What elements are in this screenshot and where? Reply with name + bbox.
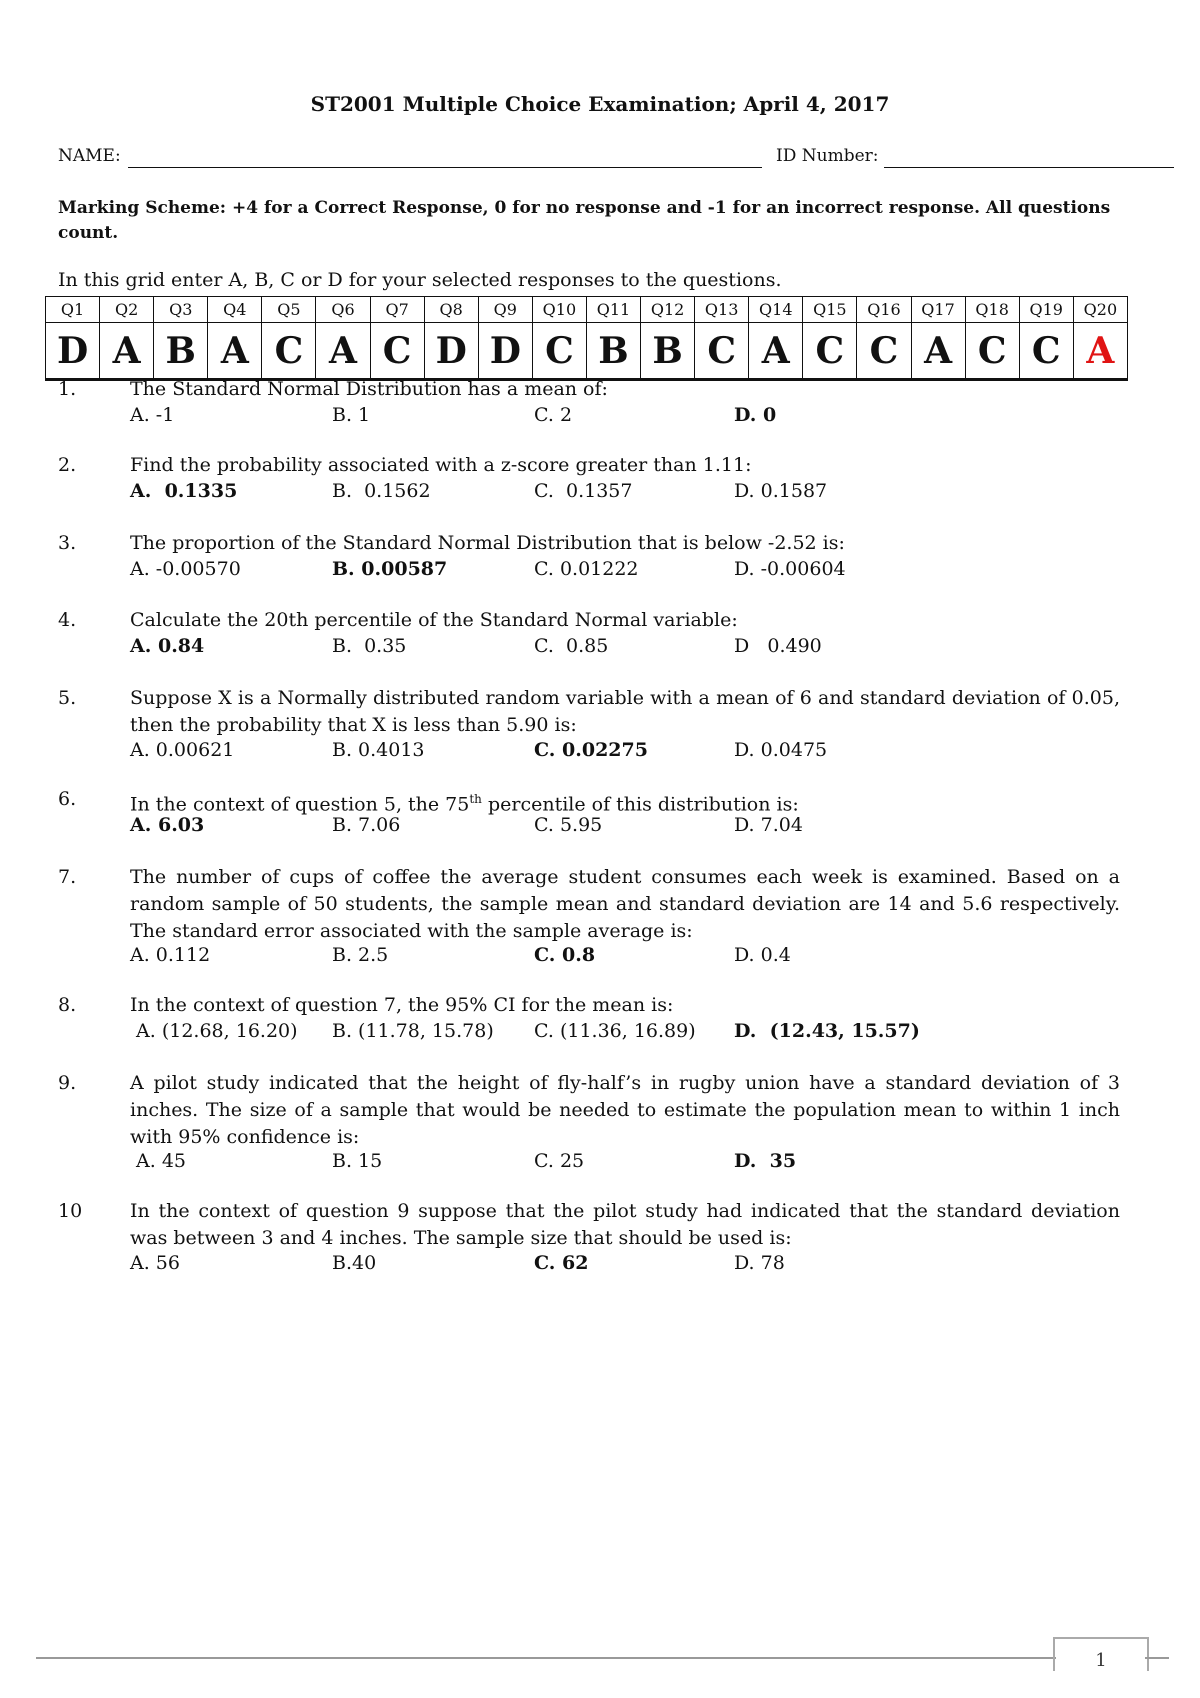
- grid-answer-cell[interactable]: C: [803, 323, 857, 380]
- grid-answer-cell[interactable]: A: [208, 323, 262, 380]
- grid-header-cell: Q16: [857, 297, 911, 323]
- grid-instructions: In this grid enter A, B, C or D for your selected responses to the questions.: [58, 269, 782, 291]
- correct-option[interactable]: A. 6.03: [130, 814, 205, 836]
- option-row: [130, 402, 1120, 429]
- grid-header-cell: Q17: [911, 297, 965, 323]
- grid-answer-cell[interactable]: D: [424, 323, 478, 380]
- correct-option[interactable]: C. 62: [534, 1252, 589, 1274]
- correct-option[interactable]: D. 0: [734, 404, 777, 426]
- question-number: 6.: [58, 788, 77, 810]
- answer-option[interactable]: A. 0.112: [130, 944, 211, 966]
- grid-header-cell: Q6: [316, 297, 370, 323]
- grid-header-cell: Q12: [641, 297, 695, 323]
- answer-option[interactable]: B.40: [332, 1252, 377, 1274]
- grid-answer-cell[interactable]: C: [1019, 323, 1073, 380]
- grid-header-cell: Q3: [154, 297, 208, 323]
- correct-option[interactable]: C. 0.02275: [534, 739, 648, 761]
- grid-header-cell: Q19: [1019, 297, 1073, 323]
- option-row: [130, 812, 1120, 839]
- answer-option[interactable]: C. 0.1357: [534, 480, 633, 502]
- grid-answer-cell[interactable]: C: [370, 323, 424, 380]
- page-number: 1: [1053, 1637, 1149, 1671]
- question-stem: Suppose X is a Normally distributed random variable with a mean of 6 and standard deviation of 0.05, then the probability that X is less than 5.90 is:: [130, 687, 1120, 736]
- grid-answer-cell[interactable]: A: [749, 323, 803, 380]
- grid-header-cell: Q2: [100, 297, 154, 323]
- grid-header-cell: Q18: [965, 297, 1019, 323]
- grid-header-cell: Q8: [424, 297, 478, 323]
- correct-option[interactable]: C. 0.8: [534, 944, 596, 966]
- answer-option[interactable]: B. 1: [332, 404, 371, 426]
- grid-header-cell: Q20: [1073, 297, 1127, 323]
- marking-scheme: Marking Scheme: +4 for a Correct Response, 0 for no response and -1 for an incorrect response. All questions count.: [58, 198, 1111, 243]
- name-row: [58, 146, 1118, 170]
- question-number: 5.: [58, 687, 77, 709]
- grid-answer-cell[interactable]: C: [857, 323, 911, 380]
- grid-header-cell: Q1: [46, 297, 100, 323]
- correct-option[interactable]: D. (12.43, 15.57): [734, 1020, 920, 1042]
- grid-answer-cell[interactable]: C: [695, 323, 749, 380]
- option-row: [130, 633, 1120, 660]
- question-stem: In the context of question 7, the 95% CI for the mean is:: [130, 994, 674, 1016]
- question-stem-text: In the context of question 5, the 75: [130, 793, 470, 816]
- page-title: ST2001 Multiple Choice Examination; April 4, 2017: [310, 92, 890, 116]
- id-number-field[interactable]: [884, 167, 1174, 168]
- grid-answer-cell[interactable]: A: [1073, 323, 1127, 380]
- grid-answer-cell[interactable]: D: [478, 323, 532, 380]
- grid-header-cell: Q7: [370, 297, 424, 323]
- grid-answer-cell[interactable]: B: [154, 323, 208, 380]
- answer-grid-header-row: [46, 297, 1128, 323]
- question-stem: Calculate the 20th percentile of the Standard Normal variable:: [130, 609, 738, 631]
- grid-header-cell: Q9: [478, 297, 532, 323]
- question-stem: The proportion of the Standard Normal Distribution that is below -2.52 is:: [130, 532, 845, 554]
- answer-option[interactable]: B. 7.06: [332, 814, 401, 836]
- answer-option[interactable]: B. 0.4013: [332, 739, 425, 761]
- answer-option[interactable]: D. 0.0475: [734, 739, 828, 761]
- question-number: 10: [58, 1200, 83, 1222]
- answer-option[interactable]: D. 78: [734, 1252, 785, 1274]
- option-row: [130, 1018, 1120, 1045]
- grid-header-cell: Q15: [803, 297, 857, 323]
- answer-grid: [45, 296, 1128, 381]
- answer-option[interactable]: D. -0.00604: [734, 558, 846, 580]
- question-number: 1.: [58, 378, 77, 400]
- grid-header-cell: Q14: [749, 297, 803, 323]
- footer-rule: [36, 1657, 1056, 1659]
- question-number: 9.: [58, 1072, 77, 1094]
- option-row: [130, 478, 1120, 505]
- ordinal-superscript: th: [469, 792, 482, 806]
- answer-option[interactable]: D. 0.4: [734, 944, 791, 966]
- option-row: [130, 556, 1120, 583]
- option-row: [130, 1148, 1120, 1175]
- answer-option[interactable]: B. 0.1562: [332, 480, 431, 502]
- footer-rule-tail: [1145, 1657, 1169, 1659]
- question-stem-text: percentile of this distribution is:: [481, 793, 799, 816]
- question-stem: A pilot study indicated that the height of fly-half’s in rugby union have a standard deviation of 3 inches. The size of a sample that would be needed to estimate the population mean to within 1 inch with 95% confidence is:: [130, 1072, 1120, 1148]
- grid-header-cell: Q13: [695, 297, 749, 323]
- correct-option[interactable]: D. 35: [734, 1150, 797, 1172]
- grid-answer-cell[interactable]: B: [586, 323, 640, 380]
- question-number: 7.: [58, 866, 77, 888]
- answer-option[interactable]: C. 0.01222: [534, 558, 639, 580]
- id-number-label: ID Number:: [776, 146, 879, 166]
- correct-option[interactable]: B. 0.00587: [332, 558, 448, 580]
- answer-option[interactable]: C. 2: [534, 404, 573, 426]
- answer-option[interactable]: D. 7.04: [734, 814, 803, 836]
- answer-option[interactable]: B. 0.35: [332, 635, 407, 657]
- grid-answer-cell[interactable]: C: [532, 323, 586, 380]
- option-row: [130, 942, 1120, 969]
- question-stem: In the context of question 9 suppose that the pilot study had indicated that the standard deviation was between 3 and 4 inches. The sample size that should be used is:: [130, 1200, 1120, 1249]
- question-number: 4.: [58, 609, 77, 631]
- answer-option[interactable]: A. -1: [130, 404, 175, 426]
- name-label: NAME:: [58, 146, 121, 166]
- correct-option[interactable]: A. 0.1335: [130, 480, 238, 502]
- grid-answer-cell[interactable]: A: [911, 323, 965, 380]
- answer-grid-answer-row: [46, 323, 1128, 380]
- name-field[interactable]: [128, 167, 762, 168]
- answer-option[interactable]: B. (11.78, 15.78): [332, 1020, 494, 1042]
- answer-option[interactable]: B. 2.5: [332, 944, 389, 966]
- answer-option[interactable]: A. -0.00570: [130, 558, 241, 580]
- grid-answer-cell[interactable]: A: [316, 323, 370, 380]
- question-number: 8.: [58, 994, 77, 1016]
- grid-answer-cell[interactable]: A: [100, 323, 154, 380]
- answer-option[interactable]: C. 25: [534, 1150, 585, 1172]
- grid-header-cell: Q11: [586, 297, 640, 323]
- answer-option[interactable]: A. (12.68, 16.20): [130, 1020, 298, 1042]
- answer-option[interactable]: A. 0.00621: [130, 739, 235, 761]
- question-stem: The number of cups of coffee the average student consumes each week is examined. Based on a random sample of 50 students, the sample mean and standard deviation are 14 and 5.6 respectively. The standard error associated with the sample average is:: [130, 866, 1120, 942]
- answer-option[interactable]: A. 45: [130, 1150, 187, 1172]
- grid-header-cell: Q4: [208, 297, 262, 323]
- answer-option[interactable]: C. 5.95: [534, 814, 603, 836]
- question-number: 2.: [58, 454, 77, 476]
- grid-header-cell: Q5: [262, 297, 316, 323]
- option-row: [130, 1250, 1120, 1277]
- question-stem: Find the probability associated with a z-score greater than 1.11:: [130, 454, 752, 476]
- answer-option[interactable]: C. 0.85: [534, 635, 609, 657]
- grid-header-cell: Q10: [532, 297, 586, 323]
- answer-option[interactable]: D. 0.1587: [734, 480, 828, 502]
- answer-option[interactable]: B. 15: [332, 1150, 383, 1172]
- question-stem: The Standard Normal Distribution has a mean of:: [130, 378, 608, 400]
- option-row: [130, 737, 1120, 764]
- answer-option[interactable]: C. (11.36, 16.89): [534, 1020, 696, 1042]
- grid-answer-cell[interactable]: C: [262, 323, 316, 380]
- grid-answer-cell[interactable]: D: [46, 323, 100, 380]
- correct-option[interactable]: A. 0.84: [130, 635, 205, 657]
- grid-answer-cell[interactable]: B: [641, 323, 695, 380]
- question-number: 3.: [58, 532, 77, 554]
- grid-answer-cell[interactable]: C: [965, 323, 1019, 380]
- answer-option[interactable]: A. 56: [130, 1252, 180, 1274]
- answer-option[interactable]: D 0.490: [734, 635, 822, 657]
